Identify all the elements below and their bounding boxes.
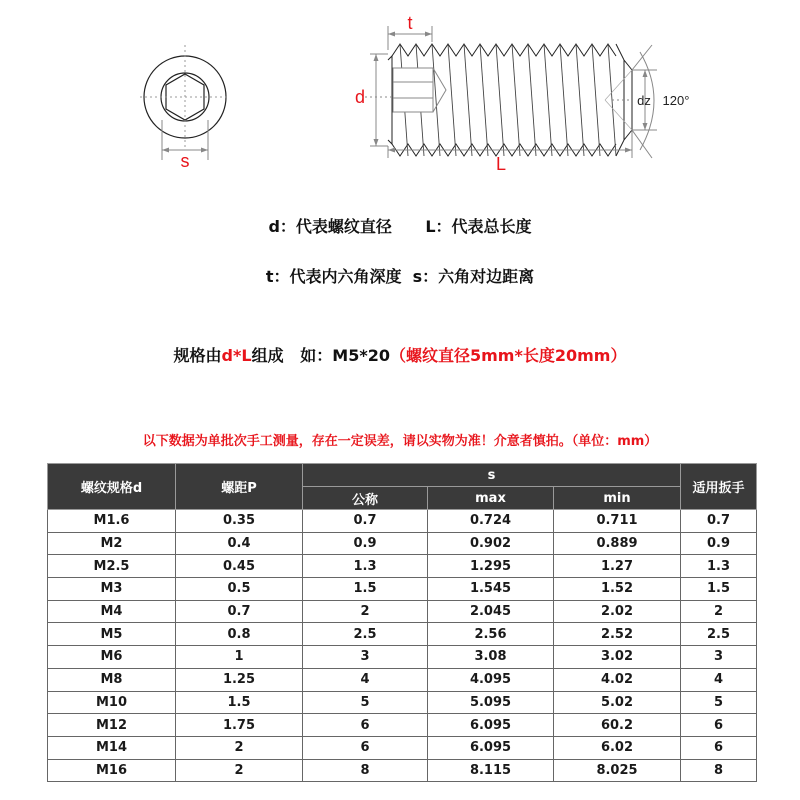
cell-min: 4.02 [554, 668, 681, 691]
cell-nominal: 1.3 [303, 555, 428, 578]
cell-max: 0.902 [428, 532, 554, 555]
cell-nominal: 2 [303, 600, 428, 623]
cell-max: 0.724 [428, 510, 554, 533]
cell-pitch: 0.35 [176, 510, 303, 533]
table-row [48, 555, 757, 578]
spec-table [47, 463, 757, 782]
table-row [48, 623, 757, 646]
table-row [48, 578, 757, 601]
cell-nominal: 6 [303, 714, 428, 737]
cell-min: 60.2 [554, 714, 681, 737]
cell-wrench: 8 [681, 759, 757, 782]
cell-pitch: 2 [176, 736, 303, 759]
table-row [48, 714, 757, 737]
cell-wrench: 0.7 [681, 510, 757, 533]
table-row [48, 532, 757, 555]
cell-thread-spec: M1.6 [48, 510, 176, 533]
cell-thread-spec: M14 [48, 736, 176, 759]
cell-max: 6.095 [428, 714, 554, 737]
cell-pitch: 1.25 [176, 668, 303, 691]
cell-thread-spec: M6 [48, 646, 176, 669]
header-min: min [554, 487, 681, 510]
cell-wrench: 1.3 [681, 555, 757, 578]
cell-min: 8.025 [554, 759, 681, 782]
spacer [401, 267, 412, 286]
set-screw-diagram [0, 0, 800, 190]
cell-pitch: 0.8 [176, 623, 303, 646]
cell-min: 6.02 [554, 736, 681, 759]
cell-thread-spec: M12 [48, 714, 176, 737]
cell-pitch: 0.7 [176, 600, 303, 623]
header-max: max [428, 487, 554, 510]
cell-max: 8.115 [428, 759, 554, 782]
cell-thread-spec: M2.5 [48, 555, 176, 578]
cell-wrench: 1.5 [681, 578, 757, 601]
legend-s-desc: 六角对边距离 [438, 267, 535, 286]
label-s: s [180, 151, 190, 171]
cell-max: 1.545 [428, 578, 554, 601]
cell-thread-spec: M5 [48, 623, 176, 646]
cell-thread-spec: M4 [48, 600, 176, 623]
legend-L-desc: 代表总长度 [451, 217, 532, 236]
cell-max: 6.095 [428, 736, 554, 759]
end-view-drawing [140, 45, 230, 160]
cell-nominal: 5 [303, 691, 428, 714]
spec-format-line [0, 343, 800, 366]
label-d: d [354, 87, 366, 107]
legend-line-2 [0, 264, 800, 287]
cell-max: 1.295 [428, 555, 554, 578]
spec-example-detail: （螺纹直径5mm*长度20mm） [390, 346, 627, 365]
cell-min: 0.889 [554, 532, 681, 555]
cell-wrench: 4 [681, 668, 757, 691]
spec-example-label: 如：M5*20 [300, 346, 390, 365]
cell-min: 5.02 [554, 691, 681, 714]
cell-pitch: 1.5 [176, 691, 303, 714]
legend-d-desc: 代表螺纹直径 [295, 217, 392, 236]
cell-nominal: 6 [303, 736, 428, 759]
side-view-drawing [388, 44, 632, 156]
cell-thread-spec: M3 [48, 578, 176, 601]
cell-pitch: 0.5 [176, 578, 303, 601]
cell-min: 1.27 [554, 555, 681, 578]
cell-wrench: 6 [681, 736, 757, 759]
table-row [48, 759, 757, 782]
legend-t-key: t： [265, 267, 290, 286]
cell-wrench: 2.5 [681, 623, 757, 646]
spec-formula: d*L [221, 346, 252, 365]
cell-wrench: 6 [681, 714, 757, 737]
cell-nominal: 4 [303, 668, 428, 691]
cell-thread-spec: M16 [48, 759, 176, 782]
header-s-group: s [303, 464, 681, 487]
header-nominal: 公称 [303, 487, 428, 510]
cell-pitch: 1 [176, 646, 303, 669]
table-row [48, 600, 757, 623]
cell-nominal: 0.7 [303, 510, 428, 533]
cell-nominal: 2.5 [303, 623, 428, 646]
cell-wrench: 2 [681, 600, 757, 623]
label-dz: dz [637, 93, 651, 108]
cell-thread-spec: M8 [48, 668, 176, 691]
cell-nominal: 1.5 [303, 578, 428, 601]
legend-L-key: L： [425, 217, 452, 236]
cell-min: 0.711 [554, 510, 681, 533]
cell-max: 2.045 [428, 600, 554, 623]
header-thread-spec: 螺纹规格d [48, 464, 176, 510]
cell-wrench: 0.9 [681, 532, 757, 555]
cell-max: 5.095 [428, 691, 554, 714]
table-row [48, 691, 757, 714]
cell-thread-spec: M2 [48, 532, 176, 555]
header-pitch: 螺距P [176, 464, 303, 510]
cell-pitch: 1.75 [176, 714, 303, 737]
cell-pitch: 0.45 [176, 555, 303, 578]
cell-min: 2.52 [554, 623, 681, 646]
legend-t-desc: 代表内六角深度 [289, 267, 402, 286]
cell-pitch: 0.4 [176, 532, 303, 555]
spacer [284, 346, 301, 365]
legend-d-key: d： [268, 217, 296, 236]
cell-max: 3.08 [428, 646, 554, 669]
label-L: L [495, 154, 507, 174]
cell-wrench: 5 [681, 691, 757, 714]
header-wrench: 适用扳手 [681, 464, 757, 510]
cell-nominal: 3 [303, 646, 428, 669]
label-t: t [407, 13, 413, 33]
cell-min: 3.02 [554, 646, 681, 669]
legend-s-key: s： [412, 267, 439, 286]
cell-wrench: 3 [681, 646, 757, 669]
table-row [48, 510, 757, 533]
cell-min: 2.02 [554, 600, 681, 623]
table-row [48, 646, 757, 669]
cell-pitch: 2 [176, 759, 303, 782]
cell-max: 4.095 [428, 668, 554, 691]
cell-thread-spec: M10 [48, 691, 176, 714]
spacer [392, 217, 425, 236]
cell-nominal: 8 [303, 759, 428, 782]
table-row [48, 668, 757, 691]
table-row [48, 736, 757, 759]
spec-prefix: 规格由 [173, 346, 222, 365]
cell-min: 1.52 [554, 578, 681, 601]
spec-suffix: 组成 [251, 346, 284, 365]
cell-nominal: 0.9 [303, 532, 428, 555]
measurement-notice: 以下数据为单批次手工测量，存在一定误差，请以实物为准！介意者慎拍。（单位：mm） [142, 434, 658, 449]
label-angle: 120° [662, 93, 690, 108]
legend-line-1 [0, 214, 800, 237]
cell-max: 2.56 [428, 623, 554, 646]
